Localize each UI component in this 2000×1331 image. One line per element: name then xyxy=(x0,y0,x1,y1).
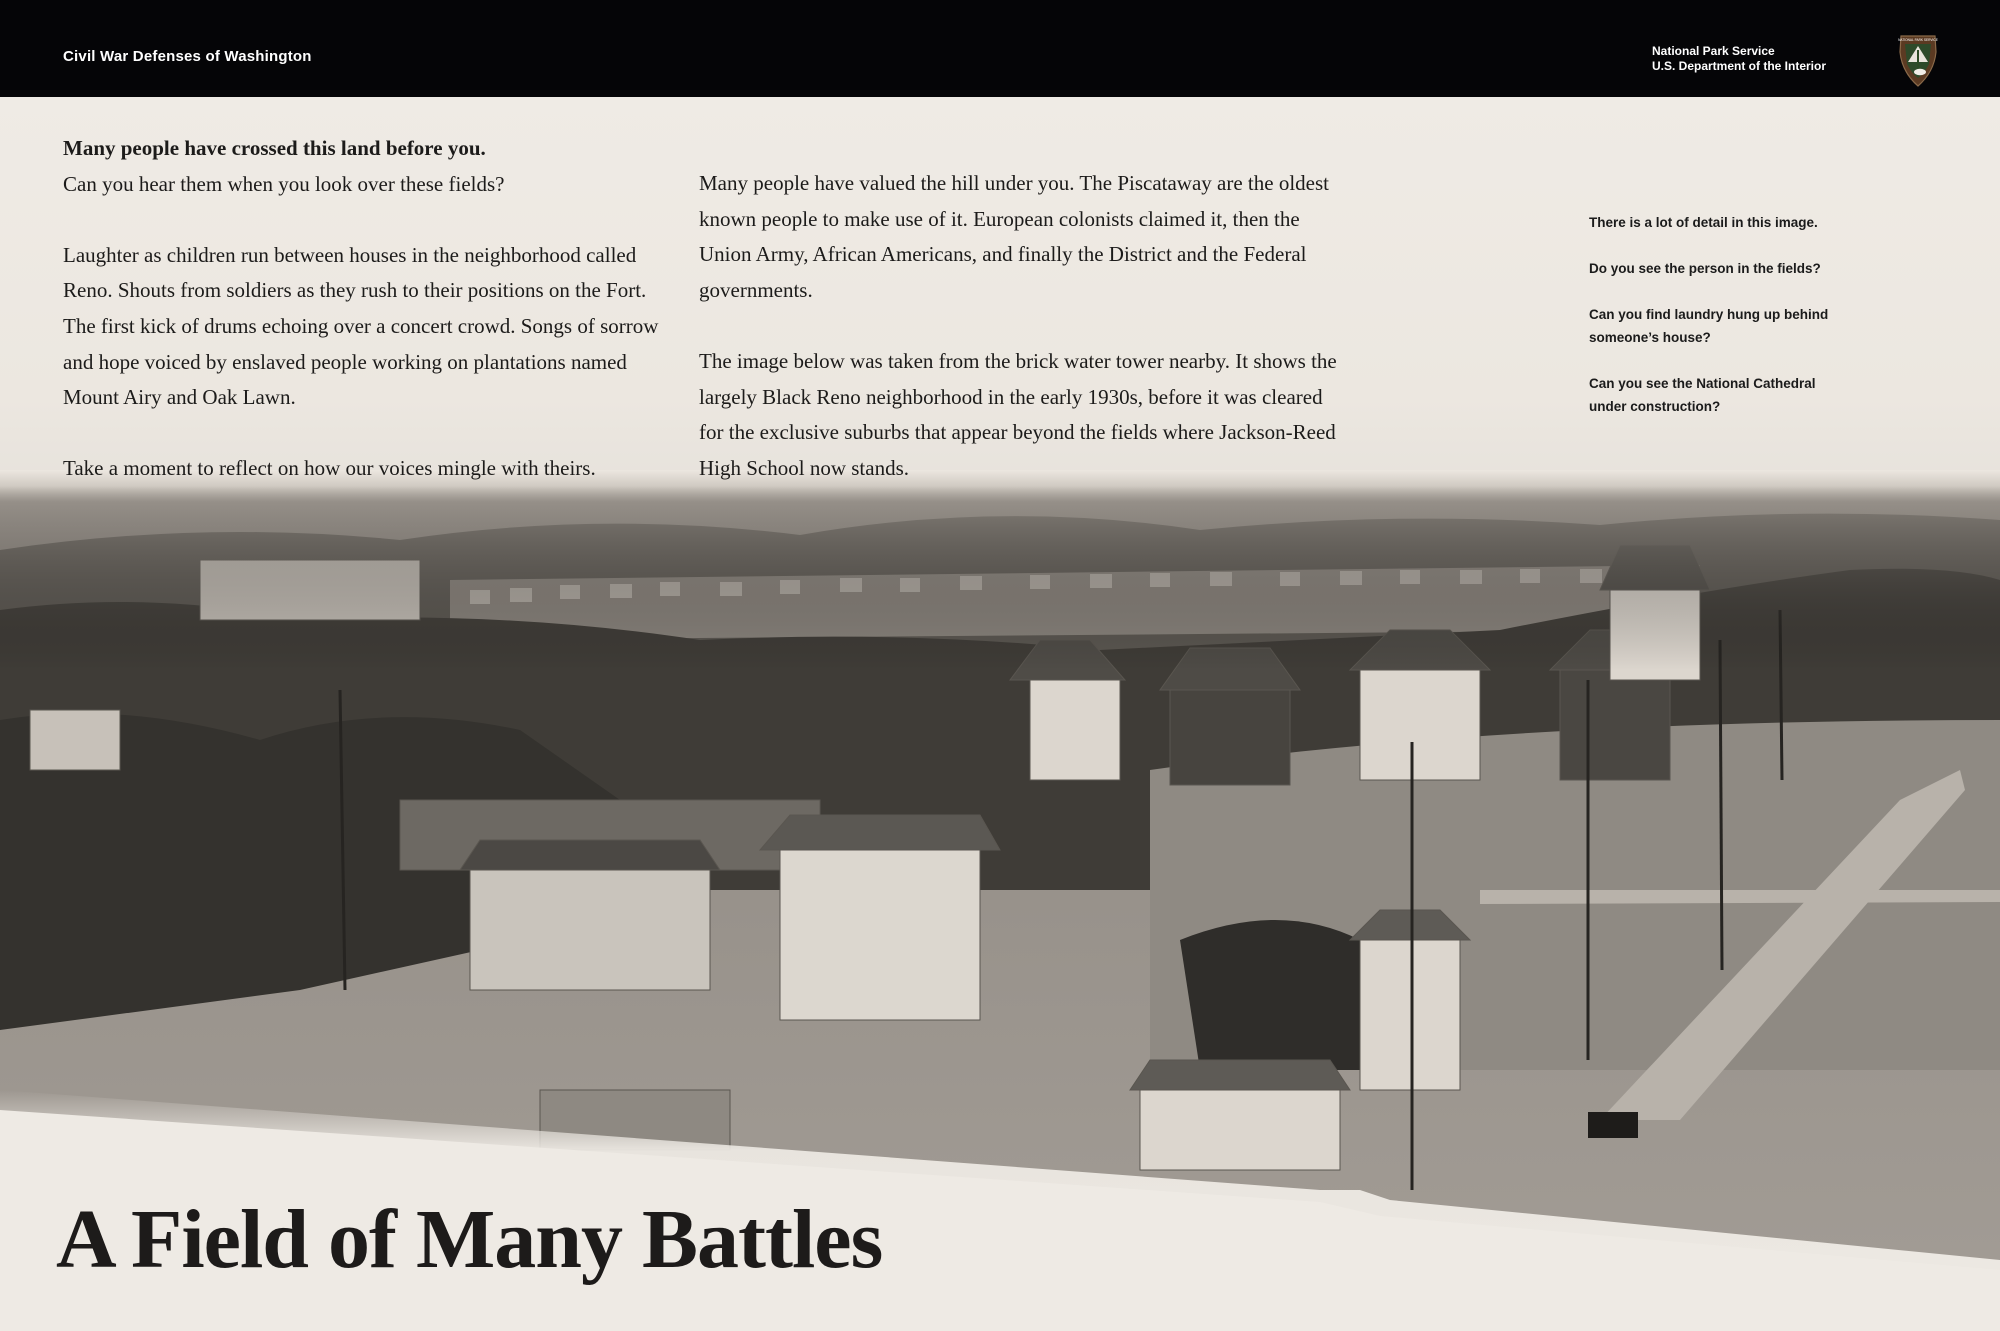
lead-subheading: Can you hear them when you look over these fields? xyxy=(63,171,505,196)
nps-arrowhead-icon xyxy=(1896,32,1940,88)
question-item: Do you see the person in the fields? xyxy=(1589,261,1821,276)
photo-questions xyxy=(1589,211,1849,441)
nps-logo-text: NATIONAL PARK SERVICE xyxy=(1898,38,1938,42)
history-paragraph: Many people have valued the hill under you. The Piscataway are the oldest known people to make use of it. European colonists claimed it, then the Union Army, African Americans, and finally the District and the Federal governments. xyxy=(699,171,1329,302)
question-item: Can you see the National Cathedral under construction? xyxy=(1589,376,1816,414)
question-item: There is a lot of detail in this image. xyxy=(1589,215,1818,230)
header-bar xyxy=(0,0,2000,97)
agency-line-1: National Park Service xyxy=(1652,44,1775,58)
photo-caption-paragraph: The image below was taken from the brick water tower nearby. It shows the largely Black Reno neighborhood in the early 1930s, before it was cleared for the exclusive suburbs that appear beyond the fields where Jackson-Reed High School now stands. xyxy=(699,348,1337,480)
agency-block xyxy=(1652,44,1826,74)
series-title: Civil War Defenses of Washington xyxy=(63,48,312,65)
question-item: Can you find laundry hung up behind someone’s house? xyxy=(1589,307,1829,345)
voices-paragraph: Laughter as children run between houses in the neighborhood called Reno. Shouts from soldiers as they rush to their positions on the Fort. The first kick of drums echoing over a concert crowd. Songs of sorrow and hope voiced by enslaved people working on plantations named Mount Airy and Oak Lawn. xyxy=(63,242,659,410)
lead-heading: Many people have crossed this land before you. xyxy=(63,136,486,160)
reflect-paragraph: Take a moment to reflect on how our voices mingle with theirs. xyxy=(63,456,596,481)
intro-column-1 xyxy=(63,131,683,487)
agency-line-2: U.S. Department of the Interior xyxy=(1652,59,1827,73)
intro-column-2 xyxy=(699,166,1339,486)
page-title: A Field of Many Battles xyxy=(56,1193,883,1286)
